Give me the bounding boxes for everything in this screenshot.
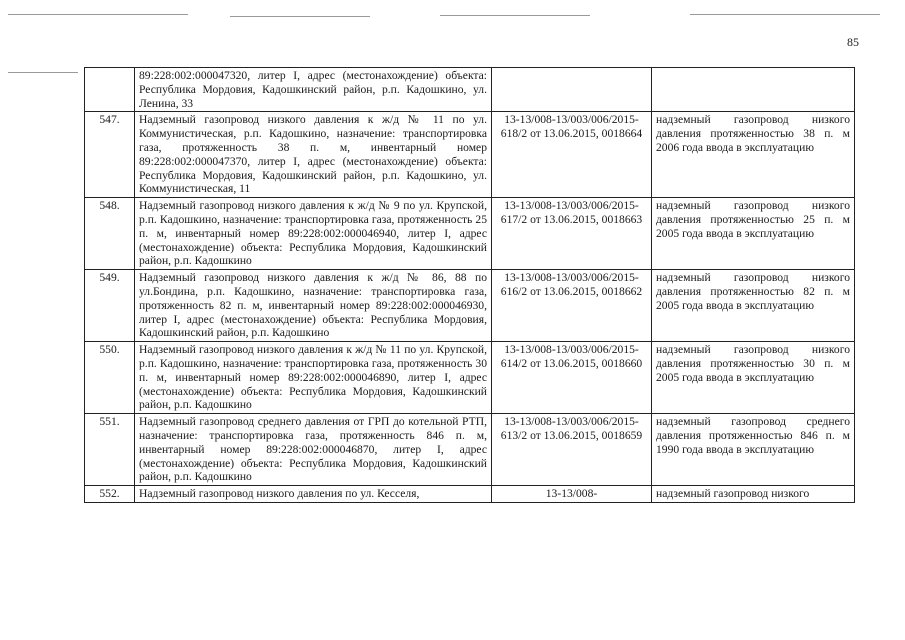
object-description: Надземный газопровод низкого давления к ж/д № 9 по ул. Крупской, р.п. Кадошкино, назначение: транспортировка газа, протяженность 25 п. м, инвентарный номер 89:228:002:000046940, литер I, адрес (местонахождение) объекта: Республика Мордовия, Кадошкинский район, р.п. Кадошкино [135,198,492,270]
object-description: Надземный газопровод низкого давления к ж/д № 11 по ул. Коммунистическая, р.п. Кадошкино, назначение: транспортировка газа, протяженность 38 п. м, инвентарный номер 89:228:002:000047370, литер I, адрес (местонахождение) объекта: Республика Мордовия, Кадошкинский район, р.п. Кадошкино, ул. Коммунистическая, 11 [135,112,492,198]
object-characteristics: надземный газопровод среднего давления протяженностью 846 п. м 1990 года ввода в эксплуатацию [652,414,855,486]
object-characteristics [652,68,855,112]
row-number: 551. [85,414,135,486]
object-characteristics: надземный газопровод низкого давления протяженностью 82 п. м 2005 года ввода в эксплуатацию [652,270,855,342]
registration-record: 13-13/008-13/003/006/2015-613/2 от 13.06.2015, 0018659 [492,414,652,486]
object-characteristics: надземный газопровод низкого [652,486,855,503]
object-characteristics: надземный газопровод низкого давления протяженностью 25 п. м 2005 года ввода в эксплуатацию [652,198,855,270]
registration-record: 13-13/008- [492,486,652,503]
object-description: Надземный газопровод низкого давления к ж/д № 11 по ул. Крупской, р.п. Кадошкино, назначение: транспортировка газа, протяженность 30 п. м, инвентарный номер 89:228:002:000046890, литер I, адрес (местонахождение) объекта: Республика Мордовия, Кадошкинский район, р.п. Кадошкино [135,342,492,414]
page-number: 85 [847,35,859,49]
row-number: 549. [85,270,135,342]
row-number: 548. [85,198,135,270]
table-row-continued [85,68,855,112]
row-number: 547. [85,112,135,198]
property-registry-table [84,67,855,503]
object-description: Надземный газопровод низкого давления по ул. Кесселя, [135,486,492,503]
registration-record [492,68,652,112]
object-characteristics: надземный газопровод низкого давления протяженностью 38 п. м 2006 года ввода в эксплуатацию [652,112,855,198]
table-row [85,414,855,486]
object-description: 89:228:002:000047320, литер I, адрес (местонахождение) объекта: Республика Мордовия, Кадошкинский район, р.п. Кадошкино, ул. Ленина, 33 [135,68,492,112]
registration-record: 13-13/008-13/003/006/2015-614/2 от 13.06.2015, 0018660 [492,342,652,414]
object-characteristics: надземный газопровод низкого давления протяженностью 30 п. м 2005 года ввода в эксплуатацию [652,342,855,414]
scan-artifact-line [690,14,880,15]
scan-artifact-line [8,14,188,15]
table-row [85,198,855,270]
object-description: Надземный газопровод низкого давления к ж/д № 86, 88 по ул.Бондина, р.п. Кадошкино, назначение: транспортировка газа, протяженность 82 п. м, инвентарный номер 89:228:002:000046930, литер I, адрес (местонахождение) объекта: Республика Мордовия, Кадошкинский район, р.п. Кадошкино [135,270,492,342]
registration-record: 13-13/008-13/003/006/2015-618/2 от 13.06.2015, 0018664 [492,112,652,198]
table-row [85,112,855,198]
row-number [85,68,135,112]
registration-record: 13-13/008-13/003/006/2015-616/2 от 13.06.2015, 0018662 [492,270,652,342]
table-row [85,342,855,414]
registration-record: 13-13/008-13/003/006/2015-617/2 от 13.06.2015, 0018663 [492,198,652,270]
scan-artifact-line [230,16,370,17]
object-description: Надземный газопровод среднего давления от ГРП до котельной РТП, назначение: транспортировка газа, протяженность 846 п. м, инвентарный номер 89:228:002:000046870, литер I, адрес (местонахождение) объекта: Республика Мордовия, Кадошкинский район, р.п. Кадошкино [135,414,492,486]
table-row [85,270,855,342]
table-row-truncated [85,486,855,503]
row-number: 550. [85,342,135,414]
row-number: 552. [85,486,135,503]
scan-artifact-line [8,72,78,73]
scan-artifact-line [440,15,590,16]
